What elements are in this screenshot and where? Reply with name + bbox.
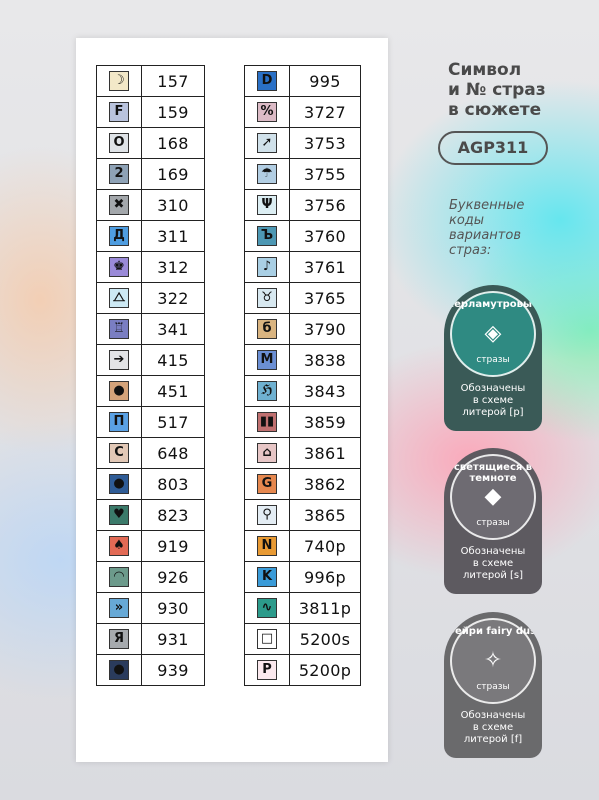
badge-desc-line: Обозначены <box>460 383 526 394</box>
stone-number: 157 <box>142 66 205 97</box>
badge-description <box>448 710 538 746</box>
stone-number: 3861 <box>290 438 361 469</box>
stone-number: 3727 <box>290 97 361 128</box>
table-row <box>245 624 361 655</box>
table-row <box>97 438 205 469</box>
badge-pearl <box>444 285 542 431</box>
symbol-cell <box>97 128 142 159</box>
symbol-cell <box>245 624 290 655</box>
symbol-swatch: ◠ <box>109 567 129 587</box>
badge-top-text: перламутровые <box>447 299 539 310</box>
badge-bottom-text: стразы <box>476 518 510 528</box>
table-row <box>97 531 205 562</box>
symbol-cell <box>97 376 142 407</box>
symbol-swatch: ▮▮ <box>257 412 277 432</box>
symbol-swatch: М <box>257 350 277 370</box>
badge-desc-line: литерой [f] <box>463 734 523 745</box>
symbol-cell <box>245 128 290 159</box>
symbol-swatch: ♪ <box>257 257 277 277</box>
symbol-cell <box>97 438 142 469</box>
table-row <box>97 655 205 686</box>
symbol-swatch: G <box>257 474 277 494</box>
symbol-swatch: ● <box>109 381 129 401</box>
table-row <box>245 190 361 221</box>
symbol-cell <box>97 531 142 562</box>
symbol-cell <box>97 345 142 376</box>
table-row <box>245 438 361 469</box>
table-row <box>97 190 205 221</box>
diamond-icon: ◆ <box>484 484 502 509</box>
stone-number: 803 <box>142 469 205 500</box>
table-row <box>97 221 205 252</box>
table-row <box>245 469 361 500</box>
stone-number: 341 <box>142 314 205 345</box>
badge-desc-line: Обозначены <box>460 546 526 557</box>
table-row <box>97 624 205 655</box>
symbol-cell <box>97 314 142 345</box>
table-row <box>245 314 361 345</box>
symbol-swatch: ● <box>109 660 129 680</box>
table-row <box>97 159 205 190</box>
badge-desc-line: литерой [s] <box>462 570 524 581</box>
badge-desc-line: в схеме <box>472 558 514 569</box>
symbol-swatch: % <box>257 102 277 122</box>
symbol-swatch: ➚ <box>257 133 277 153</box>
symbol-swatch: □ <box>257 629 277 649</box>
stone-number: 3838 <box>290 345 361 376</box>
stone-number: 3862 <box>290 469 361 500</box>
symbol-cell <box>97 500 142 531</box>
table-row <box>97 593 205 624</box>
table-row <box>97 407 205 438</box>
symbol-cell <box>97 593 142 624</box>
symbol-cell <box>245 345 290 376</box>
symbol-cell <box>245 221 290 252</box>
symbol-swatch: O <box>109 133 129 153</box>
badge-fairy <box>444 612 542 758</box>
symbol-cell <box>245 469 290 500</box>
badge-desc-line: в схеме <box>472 395 514 406</box>
symbol-swatch: » <box>109 598 129 618</box>
stone-number: 3790 <box>290 314 361 345</box>
badge-description <box>448 546 538 582</box>
symbol-swatch: б <box>257 319 277 339</box>
symbol-swatch: ♚ <box>109 257 129 277</box>
stone-number: 996p <box>290 562 361 593</box>
symbol-swatch: ☂ <box>257 164 277 184</box>
symbol-swatch: ✖ <box>109 195 129 215</box>
symbol-table-left <box>96 65 205 686</box>
stone-number: 648 <box>142 438 205 469</box>
symbol-swatch: D <box>257 71 277 91</box>
side-title <box>448 60 593 120</box>
symbol-cell <box>245 407 290 438</box>
table-row <box>97 97 205 128</box>
symbol-swatch: ∿ <box>257 598 277 618</box>
symbol-cell <box>245 562 290 593</box>
table-row <box>245 66 361 97</box>
symbol-swatch: P <box>257 660 277 680</box>
table-row <box>245 593 361 624</box>
stone-number: 919 <box>142 531 205 562</box>
symbol-swatch: С <box>109 443 129 463</box>
symbol-cell <box>97 190 142 221</box>
symbol-cell <box>97 252 142 283</box>
symbol-swatch: Д <box>109 226 129 246</box>
stone-number: 159 <box>142 97 205 128</box>
symbol-cell <box>97 159 142 190</box>
symbol-cell <box>245 376 290 407</box>
table-row <box>245 159 361 190</box>
badge-desc-line: Обозначены <box>460 710 526 721</box>
side-note <box>449 198 559 258</box>
side-note-line: страз: <box>449 243 492 258</box>
side-note-line: коды <box>449 213 485 228</box>
symbol-cell <box>97 66 142 97</box>
symbol-swatch: ♉ <box>257 288 277 308</box>
symbol-swatch: F <box>109 102 129 122</box>
stone-number: 930 <box>142 593 205 624</box>
symbol-swatch: П <box>109 412 129 432</box>
symbol-swatch: ♖ <box>109 319 129 339</box>
side-note-line: вариантов <box>449 228 521 243</box>
stone-number: 3761 <box>290 252 361 283</box>
symbol-swatch: ☽ <box>109 71 129 91</box>
symbol-swatch: ➔ <box>109 350 129 370</box>
stone-number: 926 <box>142 562 205 593</box>
symbol-swatch: ℌ <box>257 381 277 401</box>
symbol-swatch: ♥ <box>109 505 129 525</box>
stone-number: 3859 <box>290 407 361 438</box>
table-row <box>97 345 205 376</box>
badge-top-text: Фейри fairy dust <box>445 626 541 637</box>
symbol-swatch: ● <box>109 474 129 494</box>
side-title-line: в сюжете <box>448 100 542 120</box>
symbol-cell <box>97 655 142 686</box>
stone-number: 3843 <box>290 376 361 407</box>
stone-number: 5200p <box>290 655 361 686</box>
symbol-cell <box>97 624 142 655</box>
symbol-cell <box>245 283 290 314</box>
symbol-cell <box>97 407 142 438</box>
stone-number: 415 <box>142 345 205 376</box>
table-row <box>245 407 361 438</box>
symbol-swatch: ⧍ <box>109 288 129 308</box>
symbol-cell <box>245 500 290 531</box>
table-row <box>97 314 205 345</box>
stone-number: 3756 <box>290 190 361 221</box>
stone-number: 939 <box>142 655 205 686</box>
table-row <box>245 376 361 407</box>
table-row <box>245 128 361 159</box>
side-title-line: и № страз <box>448 80 546 100</box>
table-row <box>245 97 361 128</box>
stone-number: 451 <box>142 376 205 407</box>
symbol-cell <box>245 314 290 345</box>
table-row <box>245 500 361 531</box>
symbol-swatch: K <box>257 567 277 587</box>
symbol-cell <box>97 221 142 252</box>
stone-number: 931 <box>142 624 205 655</box>
symbol-cell <box>97 469 142 500</box>
symbol-cell <box>245 438 290 469</box>
symbol-cell <box>97 97 142 128</box>
stone-number: 3755 <box>290 159 361 190</box>
table-row <box>245 221 361 252</box>
symbol-table-right <box>244 65 361 686</box>
table-row <box>97 469 205 500</box>
kit-code-badge: AGP311 <box>438 131 548 165</box>
stone-number: 740p <box>290 531 361 562</box>
symbol-swatch: Ъ <box>257 226 277 246</box>
symbol-cell <box>245 159 290 190</box>
symbol-swatch: N <box>257 536 277 556</box>
stone-number: 312 <box>142 252 205 283</box>
stone-number: 517 <box>142 407 205 438</box>
stone-number: 995 <box>290 66 361 97</box>
stone-number: 322 <box>142 283 205 314</box>
table-row <box>97 66 205 97</box>
symbol-cell <box>245 655 290 686</box>
table-row <box>97 128 205 159</box>
table-row <box>245 283 361 314</box>
badge-glow <box>444 448 542 594</box>
stone-number: 169 <box>142 159 205 190</box>
table-row <box>245 252 361 283</box>
symbol-swatch: ♠ <box>109 536 129 556</box>
badge-bottom-text: стразы <box>476 682 510 692</box>
symbol-swatch: ⚲ <box>257 505 277 525</box>
table-row <box>245 531 361 562</box>
badge-bottom-text: стразы <box>476 355 510 365</box>
stone-number: 3760 <box>290 221 361 252</box>
stone-number: 311 <box>142 221 205 252</box>
stone-number: 310 <box>142 190 205 221</box>
symbol-cell <box>245 593 290 624</box>
stone-number: 5200s <box>290 624 361 655</box>
symbol-cell <box>245 97 290 128</box>
symbol-swatch: ⌂ <box>257 443 277 463</box>
symbol-cell <box>97 283 142 314</box>
symbol-cell <box>97 562 142 593</box>
stone-number: 3865 <box>290 500 361 531</box>
badge-top-text: светящиеся в темноте <box>453 462 533 484</box>
symbol-swatch: Я <box>109 629 129 649</box>
side-title-line: Символ <box>448 60 522 80</box>
badge-description <box>448 383 538 419</box>
stone-number: 3765 <box>290 283 361 314</box>
symbol-cell <box>245 252 290 283</box>
side-note-line: Буквенные <box>449 198 525 213</box>
symbol-cell <box>245 66 290 97</box>
symbol-swatch: Ψ <box>257 195 277 215</box>
symbol-swatch: 2 <box>109 164 129 184</box>
stone-number: 3811p <box>290 593 361 624</box>
table-row <box>97 500 205 531</box>
stone-number: 168 <box>142 128 205 159</box>
symbol-cell <box>245 531 290 562</box>
table-row <box>245 345 361 376</box>
stone-number: 3753 <box>290 128 361 159</box>
badge-desc-line: литерой [p] <box>462 407 524 418</box>
sparkle-icon: ✧ <box>483 648 503 673</box>
table-row <box>97 252 205 283</box>
table-row <box>245 562 361 593</box>
symbol-cell <box>245 190 290 221</box>
badge-desc-line: в схеме <box>472 722 514 733</box>
stone-number: 823 <box>142 500 205 531</box>
table-row <box>97 562 205 593</box>
gem-icon: ◈ <box>484 321 502 346</box>
table-row <box>97 283 205 314</box>
table-row <box>245 655 361 686</box>
table-row <box>97 376 205 407</box>
